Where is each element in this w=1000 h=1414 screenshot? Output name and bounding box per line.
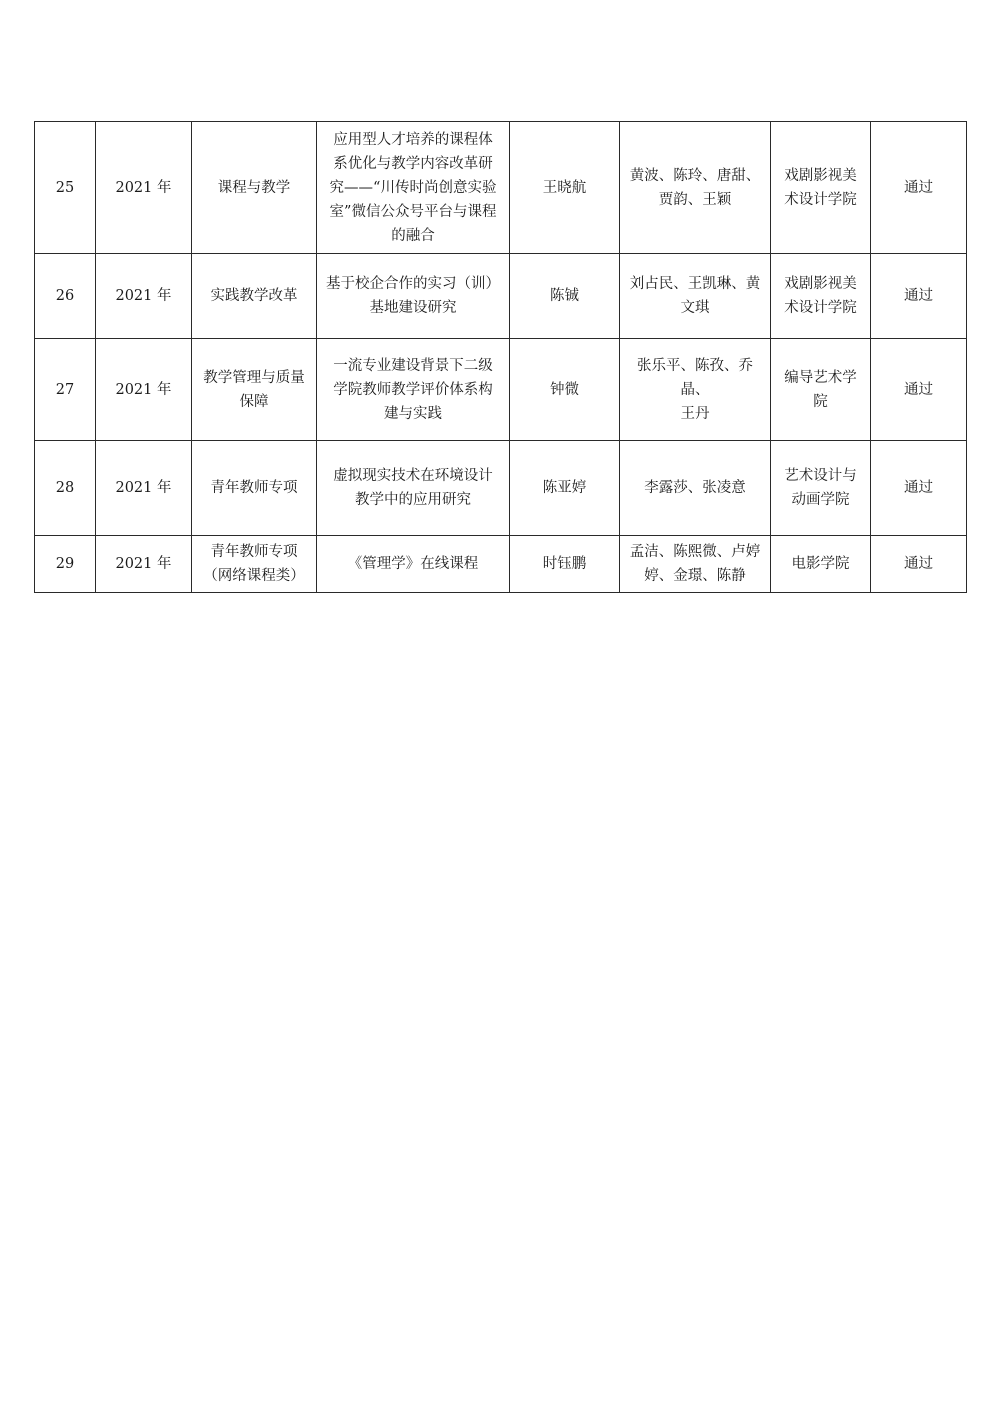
college-cell: 电影学院 [771, 536, 871, 593]
project-table [34, 121, 967, 593]
result-cell: 通过 [871, 536, 967, 593]
category-cell: 教学管理与质量 保障 [192, 339, 317, 441]
project-title-cell: 基于校企合作的实习（训） 基地建设研究 [317, 254, 510, 339]
members-cell: 刘占民、王凯琳、黄 文琪 [620, 254, 771, 339]
table-row [35, 536, 967, 593]
college-cell: 戏剧影视美 术设计学院 [771, 254, 871, 339]
members-cell: 黄波、陈玲、唐甜、 贾韵、王颖 [620, 122, 771, 254]
leader-cell: 陈铖 [510, 254, 620, 339]
year-cell: 2021 年 [96, 536, 192, 593]
category-cell: 课程与教学 [192, 122, 317, 254]
college-cell: 编导艺术学 院 [771, 339, 871, 441]
leader-cell: 时钰鹏 [510, 536, 620, 593]
year-cell: 2021 年 [96, 254, 192, 339]
project-title-cell: 虚拟现实技术在环境设计 教学中的应用研究 [317, 441, 510, 536]
row-number: 27 [35, 339, 96, 441]
project-title-cell: 应用型人才培养的课程体 系优化与教学内容改革研 究——“川传时尚创意实验 室”微信公众号平台与课程 的融合 [317, 122, 510, 254]
category-cell: 实践教学改革 [192, 254, 317, 339]
year-cell: 2021 年 [96, 441, 192, 536]
project-title-cell: 《管理学》在线课程 [317, 536, 510, 593]
members-cell: 孟洁、陈熙微、卢婷 婷、金璟、陈静 [620, 536, 771, 593]
college-cell: 戏剧影视美 术设计学院 [771, 122, 871, 254]
leader-cell: 钟微 [510, 339, 620, 441]
members-cell: 李露莎、张凌意 [620, 441, 771, 536]
result-cell: 通过 [871, 339, 967, 441]
year-cell: 2021 年 [96, 122, 192, 254]
row-number: 28 [35, 441, 96, 536]
table-row [35, 254, 967, 339]
category-cell: 青年教师专项 [192, 441, 317, 536]
leader-cell: 王晓航 [510, 122, 620, 254]
result-cell: 通过 [871, 441, 967, 536]
table-row [35, 122, 967, 254]
category-cell: 青年教师专项 （网络课程类） [192, 536, 317, 593]
row-number: 25 [35, 122, 96, 254]
table-row [35, 339, 967, 441]
result-cell: 通过 [871, 254, 967, 339]
row-number: 26 [35, 254, 96, 339]
project-title-cell: 一流专业建设背景下二级 学院教师教学评价体系构 建与实践 [317, 339, 510, 441]
college-cell: 艺术设计与 动画学院 [771, 441, 871, 536]
row-number: 29 [35, 536, 96, 593]
result-cell: 通过 [871, 122, 967, 254]
leader-cell: 陈亚婷 [510, 441, 620, 536]
year-cell: 2021 年 [96, 339, 192, 441]
members-cell: 张乐平、陈孜、乔晶、 王丹 [620, 339, 771, 441]
table-row [35, 441, 967, 536]
